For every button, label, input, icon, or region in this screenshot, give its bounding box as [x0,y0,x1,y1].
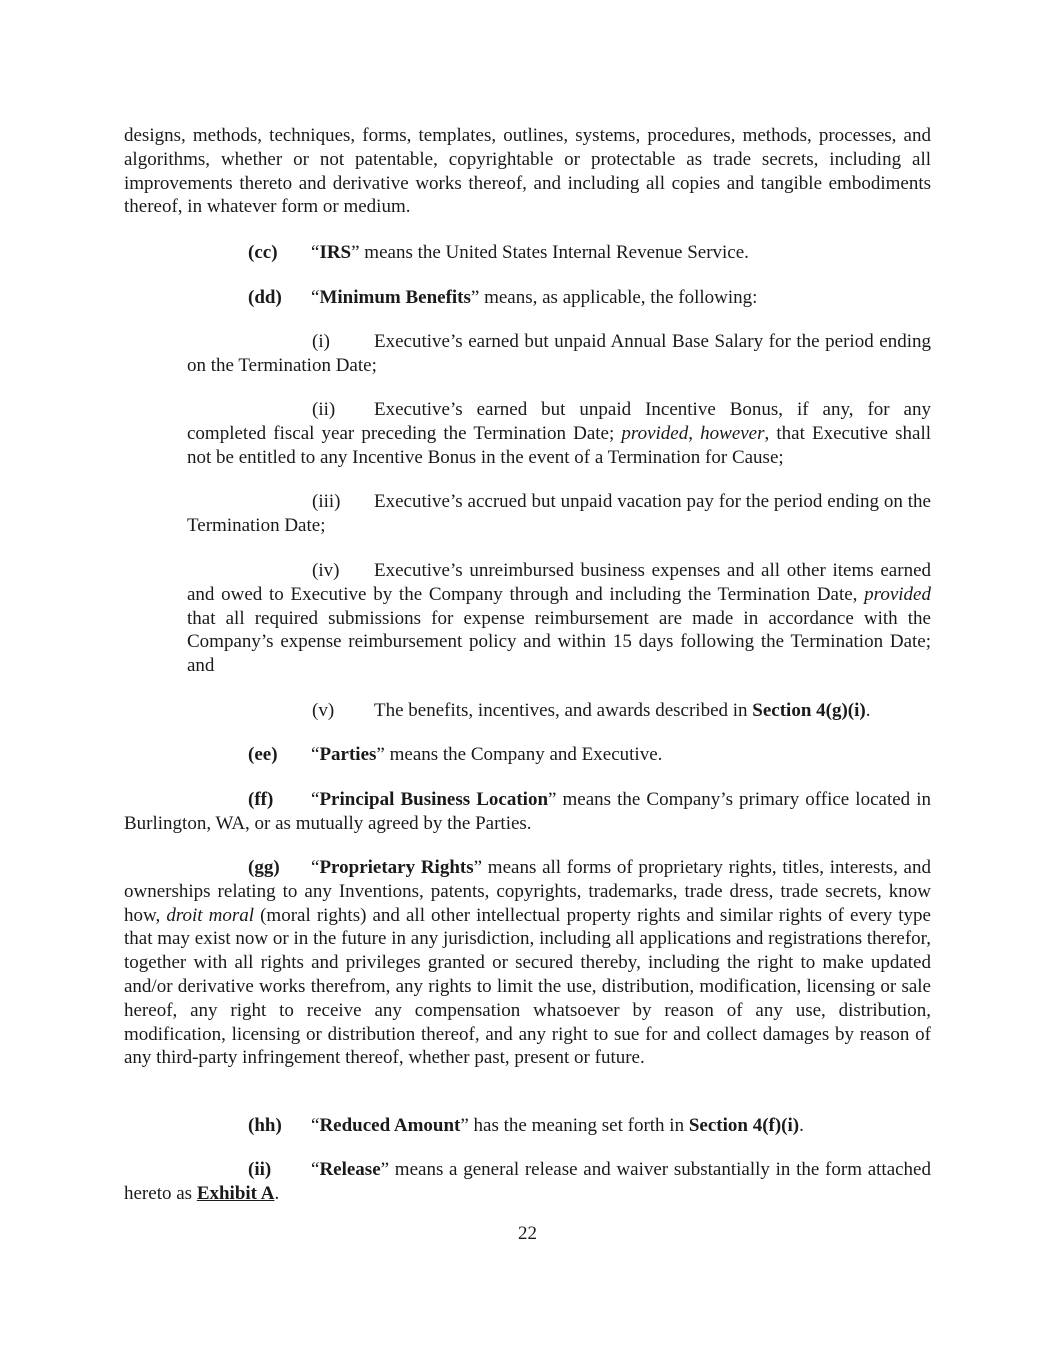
definition-dd: (dd) “Minimum Benefits” means, as applicable, the following: [248,287,758,308]
defined-term: Reduced Amount [319,1115,461,1136]
definition-label: (hh) [248,1115,282,1136]
exhibit-reference: Exhibit A [196,1182,275,1204]
defined-term: Proprietary Rights [319,857,474,878]
list-item-i: (i) Executive’s earned but unpaid Annual Base Salary for the period ending on the Termination Date; [187,331,931,376]
definition-gg: (gg) “Proprietary Rights” means all forms of proprietary rights, titles, interests, and ownerships relating to any Inventions, patents, copyrights, trademarks, trade dress, trade secrets, know how, droit moral (moral rights) and all other intellectual property rights and similar rights of every type that may exist now or in the future in any jurisdiction, including all applications and registrations therefor, together with all rights and privileges granted or secured thereby, including the right to make updated and/or derivative works therefrom, any rights to limit the use, distribution, modification, licensing or sale hereof, any right to receive any compensation whatsoever by reason of any use, distribution, modification, licensing or distribution thereof, and any right to sue for and collect damages by reason of any third-party infringement thereof, whether past, present or future. [124,857,931,1069]
defined-term: IRS [319,242,352,263]
definition-label: (gg) [248,857,280,878]
list-item-label: (iv) [312,560,340,581]
definition-label: (ff) [248,789,274,810]
list-item-label: (i) [312,331,330,352]
list-item-label: (iii) [312,491,341,512]
definition-label: (cc) [248,242,278,263]
definition-cc: (cc) “IRS” means the United States Internal Revenue Service. [248,242,749,263]
defined-term: Parties [319,744,377,765]
definition-ee: (ee) “Parties” means the Company and Executive. [248,744,663,765]
list-item-iii: (iii) Executive’s accrued but unpaid vacation pay for the period ending on the Termination Date; [187,491,931,536]
definition-ff: (ff) “Principal Business Location” means the Company’s primary office located in Burlington, WA, or as mutually agreed by the Parties. [124,789,932,834]
definition-ii: (ii) “Release” means a general release and waiver substantially in the form attached hereto as Exhibit A. [124,1159,931,1204]
defined-term: Minimum Benefits [319,287,471,308]
definition-label: (ii) [248,1159,272,1180]
list-item-v: (v) The benefits, incentives, and awards described in Section 4(g)(i). [312,700,871,721]
defined-term: Release [319,1159,381,1180]
page-number: 22 [518,1223,537,1244]
list-item-label: (v) [312,700,335,721]
list-item-iv: (iv) Executive’s unreimbursed business expenses and all other items earned and owed to Executive by the Company through and including the Termination Date, provided that all required submissions for expense reimbursement are made in accordance with the Company’s expense reimbursement policy and within 15 days following the Termination Date; and [187,560,931,677]
definition-label: (dd) [248,287,282,308]
list-item-ii: (ii) Executive’s earned but unpaid Incentive Bonus, if any, for any completed fiscal year preceding the Termination Date; provided, however, that Executive shall not be entitled to any Incentive Bonus in the event of a Termination for Cause; [187,399,932,468]
definition-label: (ee) [248,744,278,765]
section-reference: Section 4(f)(i) [688,1115,800,1136]
definition-hh: (hh) “Reduced Amount” has the meaning set forth in Section 4(f)(i). [248,1115,804,1136]
section-reference: Section 4(g)(i) [752,700,866,721]
paragraph-intro: designs, methods, techniques, forms, templates, outlines, systems, procedures, methods, processes, and algorithms, whether or not patentable, copyrightable or protectable as trade secrets, including all improvements thereto and derivative works thereof, and including all copies and tangible embodiments thereof, in whatever form or medium. [124,125,931,218]
list-item-label: (ii) [312,399,336,420]
defined-term: Principal Business Location [319,789,549,810]
